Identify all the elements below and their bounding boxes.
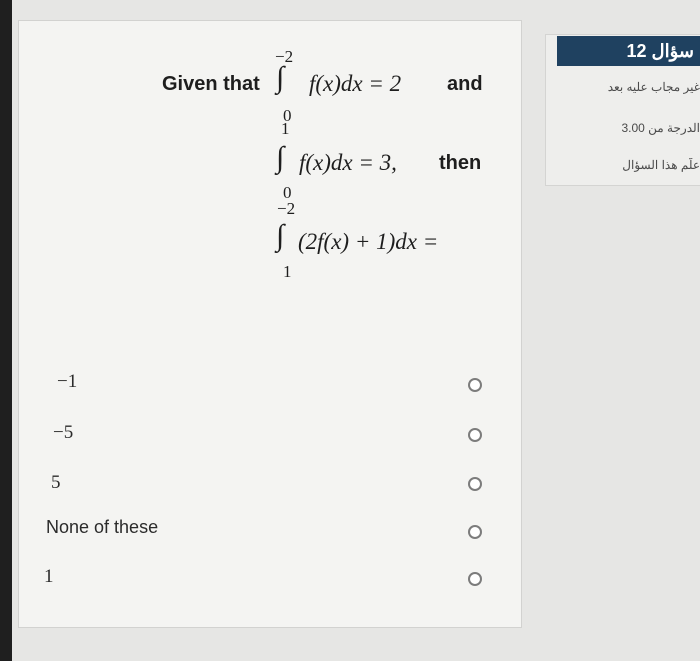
integral3-lower: 1	[283, 262, 292, 281]
option-5-radio[interactable]	[468, 572, 482, 586]
option-1-radio[interactable]	[468, 378, 482, 392]
integral3-sign: ∫	[276, 219, 285, 252]
flag-question-link[interactable]: علّم هذا السؤال	[622, 158, 700, 172]
question-grade: الدرجة من 3.00	[621, 121, 700, 135]
integral2-upper: 1	[281, 119, 290, 138]
and-label: and	[447, 73, 483, 95]
integral1-lower: 0	[283, 106, 292, 125]
integral1-upper: −2	[275, 47, 294, 66]
option-4-label: None of these	[46, 517, 159, 537]
option-1-label: −1	[57, 371, 78, 392]
option-2-radio[interactable]	[468, 428, 482, 442]
integral1-expression: f(x)dx = 2	[309, 71, 402, 96]
screen-edge	[0, 0, 12, 661]
question-number-header: سؤال 12	[557, 36, 700, 66]
integral1-sign: ∫	[276, 61, 285, 94]
integral2-sign: ∫	[276, 141, 285, 174]
option-4-radio[interactable]	[468, 525, 482, 539]
integral3-upper: −2	[277, 199, 296, 218]
integral2-lower: 0	[283, 183, 292, 202]
option-3-radio[interactable]	[468, 477, 482, 491]
integral3-expression: (2f(x) + 1)dx =	[298, 229, 439, 254]
integral2-expression: f(x)dx = 3,	[299, 150, 397, 175]
option-3-label: 5	[51, 472, 61, 493]
question-card	[18, 20, 522, 628]
answer-status: غير مجاب عليه بعد	[607, 80, 700, 94]
then-label: then	[439, 152, 482, 174]
option-5-label: 1	[44, 566, 54, 587]
option-2-label: −5	[53, 422, 74, 443]
given-that-label: Given that	[162, 73, 260, 95]
